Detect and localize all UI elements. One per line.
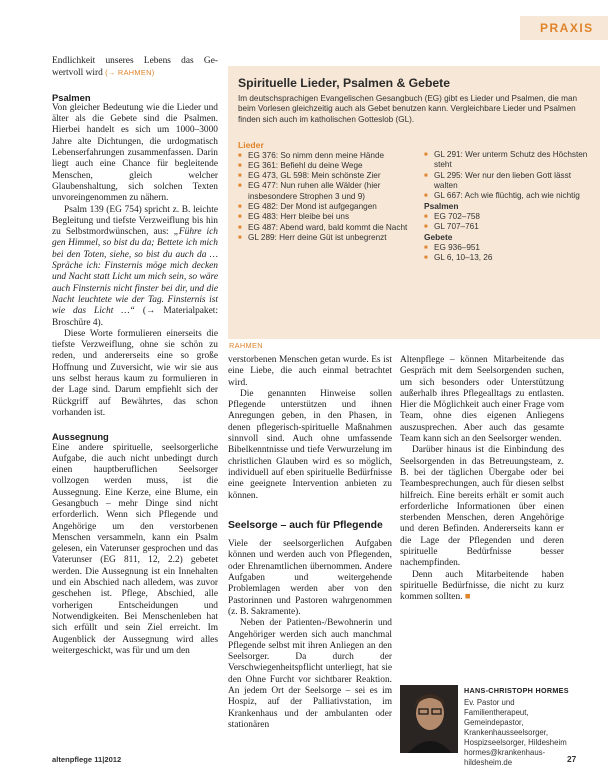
list-item: ■ GL 289: Herr deine Güt ist unbegrenzt <box>238 233 414 243</box>
list-item: ■ GL 707–761 <box>424 222 592 232</box>
box-ref-label: RAHMEN <box>229 341 263 350</box>
end-mark: ■ <box>464 592 471 603</box>
heading-psalmen: Psalmen <box>52 91 91 103</box>
author-photo <box>400 685 458 753</box>
box-intro: Im deutschsprachigen Evangelischen Gesangbuch (EG) gibt es Lieder und Psalmen, die man beim Vorlesen gleichzeitig auch als Gebet benutzen kann. Vergleichbare Lieder und Psalmen finden sich auch im katholischen Gotteslob (GL). <box>238 94 578 124</box>
box-heading-lieder: Lieder <box>238 140 264 150</box>
box-heading-gebete: Gebete <box>424 232 453 243</box>
list-item: ■ GL 6, 10–13, 26 <box>424 253 592 263</box>
gebete-list <box>424 243 592 264</box>
middle-paragraph-2: Die genannten Hinweise sollen Pflegende unterstützen und ihnen Anregungen geben, in den Phasen, in denen pflegerisch-spirituelle Maßnahmen sinnvoll sind. Auch ohne umfassende Bibelkenntnisse und tiefe Verwurzelung im christlichen Glauben wird es so möglich, individuell auf eben spirituelle Bedürfnisse eine geeignete Intervention anbieten zu können. <box>228 388 392 501</box>
portrait-icon <box>400 685 458 753</box>
psalmen-paragraph-1: Von gleicher Bedeutung wie die Lieder und älter als die Gebete sind die Psalmen. Hierbei handelt es sich um 1000–3000 Jahre alte Dichtungen, die urdogmatisch Lebenserfahrungen zusammenfassen. Darin liegt auch eine Chance für begleitende Menschen, gleich welcher Glaubenshaltung, sich solchen Texten unvoreingenommen zu nähern. <box>52 102 218 204</box>
lieder-list <box>238 151 414 244</box>
box-title: Spirituelle Lieder, Psalmen & Gebete <box>238 76 451 90</box>
middle-paragraph-4: Neben der Patienten-/Bewohnerin und Angehöriger werden sich auch manchmal Pflegende selbst mit ihren Anliegen an den Seelsorger. Da durch der Verschwiegenheitspflicht unterliegt, hat sie den Ohne Furcht vor sichtbarer Reaktion. An jedem Ort der Seelsorge – sei es im Hospiz, auf der Palliativstation, im Krankenhaus und der ambulanten oder stationären <box>228 618 392 730</box>
author-name: HANS-CHRISTOPH HORMES <box>464 686 569 695</box>
right-paragraph-3: Denn auch Mitarbeitende haben spirituelle Bedürfnisse, die nicht zu kurz kommen sollten. ■ <box>400 569 564 603</box>
lieder-list-continued <box>424 150 592 201</box>
page-number: 27 <box>567 754 577 764</box>
list-item: ■ EG 477: Nun ruhen alle Wälder (hier insbesondere Strophen 3 und 9) <box>238 181 414 202</box>
list-item: ■ GL 295: Wer nur den lieben Gott lässt walten <box>424 171 592 192</box>
middle-paragraph-3: Viele der seelsorgerlichen Aufgaben können und werden auch von Pflegenden, oder Ehrenamtlichen übernommen. Andere Aufgaben und weitergehende Problemlagen werden aber von den Pastorinnen und Pastoren wahrgenommen (z. B. Sakramente). <box>228 539 392 617</box>
list-item: ■ EG 376: So nimm denn meine Hände <box>238 151 414 161</box>
list-item: ■ EG 361: Befiehl du deine Wege <box>238 161 414 171</box>
box-heading-psalmen: Psalmen <box>424 201 459 212</box>
psalm-quote: „Führe ich gen Himmel, so bist du da; Bettete ich mich bei den Toten, siehe, so bist du auch da … Spräche ich: Finsternis möge mich decken und Nacht statt Licht um mich sein, so wäre auch Finsternis nicht finster bei dir, und die Nacht leuchtete wie der Tag. Finsternis ist wie das Licht …“ <box>52 227 218 317</box>
section-label: PRAXIS <box>540 21 594 35</box>
rahmen-ref: (→ RAHMEN) <box>105 68 155 78</box>
right-paragraph-2: Darüber hinaus ist die Einbindung des Seelsorgenden in das Betreuungsteam, z. B. bei der täglichen Übergabe oder bei Teambesprechungen, auch für diesen selbst hilfreich. Eine bereits erhält er somit auch erforderliche Informationen über einen sterbenden Menschen, deren Angehörige und deren Befinden. Andererseits kann er die Lage der Pflegenden und deren spirituelle Bedürfnisse besser nachempfinden. <box>400 445 564 569</box>
list-item: ■ EG 487: Abend ward, bald kommt die Nacht <box>238 223 414 233</box>
list-item: ■ GL 667: Ach wie flüchtig, ach wie nichtig <box>424 191 592 201</box>
right-paragraph-1: Altenpflege – können Mitarbeitende das Gespräch mit dem Seelsorgenden suchen, um sich besonders oder Unterstützung außerhalb ihres Pflegealltags zu entlasten. Hier die Möglichkeit auch einer Frage vom Team, ohne dies eigenen Anliegens auszusprechen. Aber auch das gesamte Team kann sich an den Seelsorger wenden. <box>400 355 564 445</box>
info-box <box>228 66 600 339</box>
author-bio: Ev. Pastor und Familientherapeut, Gemeindepastor, Krankenhausseelsorger, Hospizseelsorger, Hildesheim hormes@krankenhaus-hildesheim.de <box>464 698 567 767</box>
list-item: ■ EG 483: Herr bleibe bei uns <box>238 212 414 222</box>
list-item: ■ EG 482: Der Mond ist aufgegangen <box>238 202 414 212</box>
psalmen-paragraph-3: Diese Worte formulieren einerseits die tiefste Verzweiflung, ohne sie schön zu reden, und andererseits eine so große Hoffnung und Zuversicht, wie wir sie aus uns selbst heraus kaum zu formulieren in der Lage sind. Darum empfiehlt sich der Rückgriff auf Bewährtes, das schon vorhanden ist. <box>52 328 218 418</box>
footer-magazine: altenpflege 11|2012 <box>52 755 122 764</box>
column-middle <box>228 355 392 731</box>
psalmen-paragraph-2: Psalm 139 (EG 754) spricht z. B. leichte Begleitung und tiefste Verzweiflung bis hin zu Selbstmordwünschen, aus: „Führe ich gen Himmel, so bist du da; Bettete ich mich bei den Toten, siehe, so bist du auch da … Spräche ich: Finsternis möge mich decken und Nacht statt Licht um mich sein, so wäre auch Finsternis nicht finster bei dir, und die Nacht leuchtete wie der Tag. Finsternis ist wie das Licht …“ (→ Materialpaket: Broschüre 4). <box>52 204 218 328</box>
column-left <box>52 56 218 657</box>
heading-seelsorge: Seelsorge – auch für Pflegende <box>228 519 383 531</box>
list-item: ■ GL 291: Wer unterm Schutz des Höchsten steht <box>424 150 592 171</box>
list-item: ■ EG 936–951 <box>424 243 592 253</box>
list-item: ■ EG 702–758 <box>424 212 592 222</box>
middle-paragraph-1: verstorbenen Menschen getan wurde. Es ist eine Liebe, die auch einmal betrachtet wird. <box>228 355 392 388</box>
column-right <box>400 355 564 604</box>
psalmen-list <box>424 212 592 233</box>
list-item: ■ EG 473, GL 598: Mein schönste Zier <box>238 171 414 181</box>
heading-aussegnung: Aussegnung <box>52 431 109 443</box>
intro-fragment: Endlichkeit unseres Lebens das Ge- wertvoll wird (→ RAHMEN) <box>52 56 218 79</box>
aussegnung-paragraph: Eine andere spirituelle, seelsorgerliche Aufgabe, die auch nicht unbedingt durch einen hauptberuflichen Seelsorger vollzogen werden muss, ist die Aussegnung. Eine Kerze, eine Blume, ein Gesangbuch – mehr Dinge sind nicht erforderlich. Wenn sich Pflegende und Angehörige um den verstorbenen Menschen versammeln, kann ein Psalm gelesen, ein Vaterunser gesprochen und das Vaterunser (EG 811, 12, 2.2) gebetet werden. Die Aussegnung ist ein Innehalten und ein Abschied nach alledem, was zuvor geschehen ist. Pflege, Abschied, alle vorherigen Entscheidungen und Notwendigkeiten. Bei Menschenleben hat sich erfüllt und sein Ziel erreicht. Im Augenblick der Aussegnung wird alles weitergeschickt, was für und um den <box>52 442 218 656</box>
